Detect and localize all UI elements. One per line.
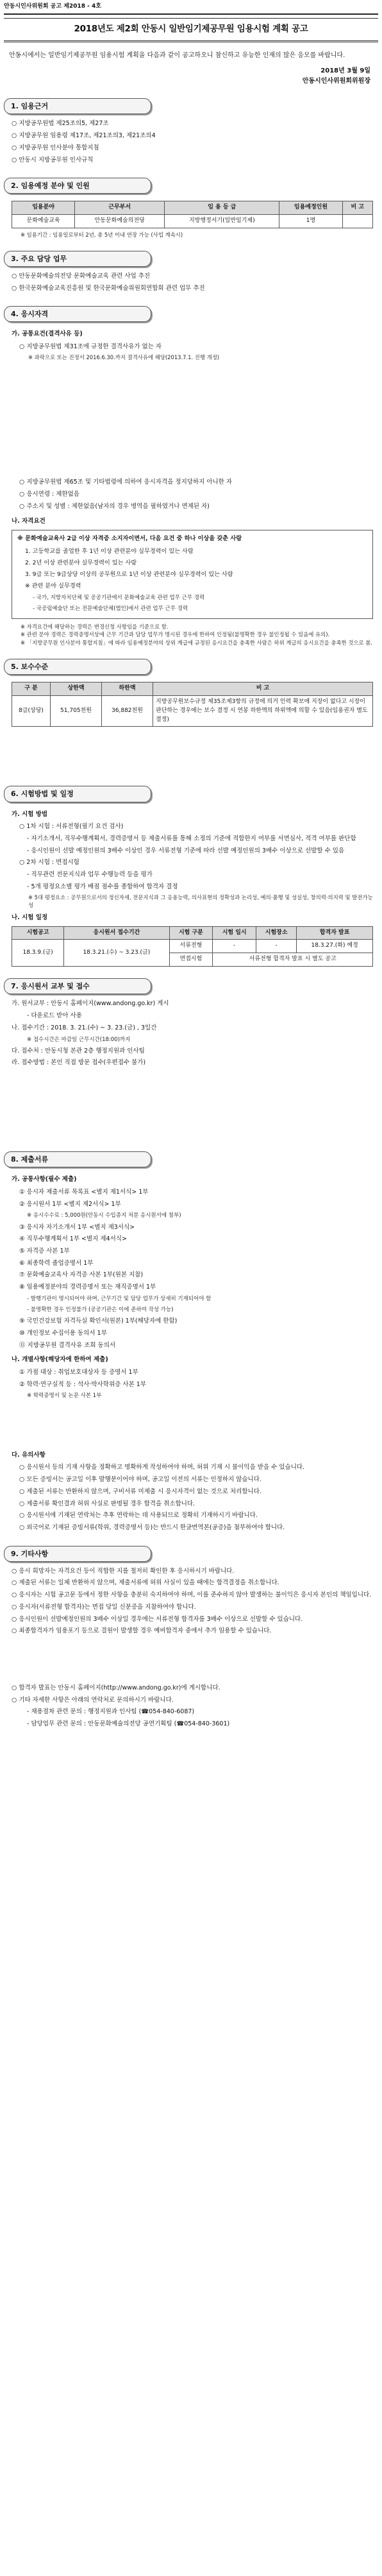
list-item: ○ 안동시 지방공무원 인사규칙	[12, 155, 373, 167]
list-item: 2. 2년 이상 관련분야 실무경력이 있는 사람	[25, 559, 137, 566]
table-cell: 문화예술교육	[12, 215, 75, 228]
note: ※ 자격요건에 해당하는 경력은 변경신청 사항임을 기준으로 함.	[21, 623, 169, 630]
table-cell: 18.3.9.(금)	[12, 940, 64, 967]
announcement-number: 안동시인사위원회 공고 제2018 - 4호	[4, 0, 378, 15]
announcement-date: 2018년 3월 9일	[320, 67, 370, 75]
table-header: 비 고	[342, 201, 372, 215]
list-item: - 직무관련 전문지식과 업무 수행능력 등을 평가	[27, 871, 153, 879]
table-header: 상한액	[51, 682, 102, 695]
contact-intro: ○ 기타 자세한 사항은 아래의 연락처로 문의하시기 바랍니다.	[12, 1695, 373, 1707]
list-item: 1. 고등학교를 졸업한 후 1년 이상 관련분야 실무경력이 있는 사람	[25, 547, 194, 555]
list-item: 라. 접수방법 : 본인 직접 방문 접수(우편접수 불가)	[12, 1059, 146, 1067]
subheading: 나. 자격요건	[12, 517, 46, 525]
page-title: 2018년도 제2회 안동시 일반임기제공무원 임용시험 계획 공고	[4, 18, 378, 42]
table-cell: 18.3.21.(수) ~ 3.23.(금)	[64, 940, 169, 967]
list-item: ○ 응시연령 : 제한없음	[19, 489, 373, 501]
list-item: ○ 지방공무원법 제25조의5, 제27조	[12, 118, 373, 130]
section-legal-basis	[4, 98, 378, 166]
table-cell: -	[213, 940, 256, 953]
list-item: ○ 2차 시험 : 면접시험	[19, 859, 79, 867]
list-item: ※ 학력증명서 및 논문 사본 1부	[27, 1393, 102, 1400]
list-item: ② 학력·연구실적 등 : 석사·박사학위증 사본 1부	[19, 1380, 146, 1388]
table-cell: 지방행정서기(일반임기제)	[165, 215, 279, 228]
table-header-row	[12, 201, 373, 215]
table-header-row	[12, 682, 373, 695]
table-cell	[342, 215, 372, 228]
table-cell: 8급(상당)	[12, 695, 51, 727]
list-item: ○ 제출된 서류는 일체 반환하지 않으며, 제출서류에 허위 사실이 있을 때에는 합격결정을 취소합니다.	[12, 1577, 373, 1589]
table-header: 시험 구분	[169, 926, 213, 940]
table-header: 시험장소	[256, 926, 297, 940]
list-item: ○ 외국어로 기재된 증빙서류(학위, 경력증명서 등)는 반드시 한글번역본(공증)을 첨부하여야 합니다.	[19, 1522, 373, 1534]
list-item: ○ 합격자 발표는 안동시 홈페이지(http://www.andong.go.kr)에 게시합니다.	[12, 1682, 373, 1695]
list-item: ⑩ 개인정보 수집이용 동의서 1부	[19, 1329, 107, 1337]
section-heading: 4. 응시자격	[4, 306, 151, 322]
table-header: 시험 일시	[213, 926, 256, 940]
intro-paragraph: 안동시에서는 일반임기제공무원 임용시험 계획을 다음과 같이 공고하오니 참신하고 유능한 인재의 많은 응모를 바랍니다.	[9, 51, 345, 59]
list-item: ⑥ 최종학력 졸업증명서 1부	[19, 1259, 94, 1267]
list-item: - 국공립예술단 또는 전문예술단체(법인)에서 관련 업무 근무 경력	[33, 605, 188, 612]
table-cell: 18.3.27.(화) 예정	[297, 940, 373, 953]
section-application	[4, 978, 378, 1069]
list-item: ○ 응시원서 등의 기재 사항을 정확하고 명확하게 작성하여야 하며, 허위 기재 시 불이익을 받을 수 있습니다.	[19, 1462, 373, 1474]
signature-block	[4, 66, 370, 87]
contact-line: - 채용절차 관련 문의 : 행정지원과 인사팀 (☎054-840-6087)	[27, 1708, 195, 1716]
table-cell: 면접시험	[169, 953, 213, 967]
list-item: ⑪ 지방공무원 결격사유 조회 동의서	[19, 1341, 116, 1349]
section-documents	[4, 1151, 378, 1534]
list-item: ○ 응시 희망자는 자격요건 등이 적합한 지를 철저히 확인한 후 응시하시기 바랍니다.	[12, 1566, 373, 1578]
blank-area	[19, 361, 373, 477]
list-item: ○ 모든 증빙서는 공고일 이후 발행분이어야 하며, 공고일 이전의 서류는 인정하지 않습니다.	[19, 1474, 373, 1486]
section-heading: 9. 기타사항	[4, 1546, 151, 1562]
list-item: - 발행기관이 명시되어야 하며, 근무기간 및 담당 업무가 상세히 기재되어야 함	[27, 1295, 212, 1302]
section-heading: 5. 보수수준	[4, 659, 151, 675]
list-item: - 다운로드 받아 사용	[27, 1012, 82, 1020]
list-item: 다. 접수처 : 안동시청 본관 2층 행정지원과 인사팀	[12, 1047, 145, 1055]
table-header: 구 분	[12, 682, 51, 695]
table-header: 임용예정인원	[279, 201, 342, 215]
list-item: ※ 접수시간은 마감일 근무시간(18:00)까지	[27, 1036, 131, 1043]
table-header: 하한액	[102, 682, 153, 695]
list-item: 3. 9급 또는 9급상당 이상의 공무원으로 1년 이상 관련분야 실무경력이 있는 사람	[25, 571, 233, 579]
section-heading: 3. 주요 담당 업무	[4, 251, 151, 267]
section-heading: 6. 시험방법 및 일정	[4, 786, 151, 802]
table-cell: 안동문화예술의전당	[75, 215, 165, 228]
table-cell: -	[256, 940, 297, 953]
list-item: - 응시인원이 선발 예정인원의 3배수 이상인 경우 서류전형 기준에 따라 선발 예정인원의 3배수 이상으로 선발할 수 있음	[27, 847, 345, 854]
list-item: ⑦ 문화예술교육사 자격증 사본 1부(원본 지참)	[19, 1271, 144, 1279]
list-item: ※ 관련 분야 실무경력	[25, 582, 81, 590]
list-item: ○ 안동문화예술의전당 문화예술교육 관련 사업 추진	[12, 271, 373, 283]
note: ※ 관련 분야 경력은 경력증명서상에 근무 기간과 담당 업무가 명시된 경우에 한하여 인정됨(불명확한 경우 불인정될 수 있음에 유의).	[21, 631, 330, 638]
list-item: ⑧ 임용예정분야의 경력증명서 또는 재직증명서 1부	[19, 1284, 156, 1291]
blank-area	[12, 1638, 373, 1682]
list-item: ○ 제출서류 확인결과 허위 사실로 판명될 경우 합격을 취소합니다.	[19, 1498, 373, 1511]
table-row	[12, 695, 373, 727]
table-cell: 1명	[279, 215, 342, 228]
list-item: ○ 제출된 서류는 반환하지 않으며, 구비서류 미제출 시 응시자격이 없는 것으로 처리합니다.	[19, 1486, 373, 1498]
table-cell: 서류전형 합격자 발표 시 별도 공고	[213, 953, 373, 967]
note: ※ 과락으로 또는 진정서 2016.6.30.까지 결격사유에 해당(2013.7.1. 진행 개정)	[28, 353, 220, 360]
schedule-table	[12, 926, 373, 967]
note: ※ 「지방공무원 인사분야 통합지침」에 따라 임용예정분야의 상위 계급에 규정된 응시요건을 충족한 사람은 하위 계급의 응시요건을 충족한 것으로 봄.	[21, 640, 373, 647]
list-item: ○ 응시인원이 선발예정인원의 3배수 이상일 경우에는 서류전형 합격자를 3배수 이상으로 선발할 수 있습니다.	[12, 1614, 373, 1626]
blank-area	[4, 729, 378, 774]
list-item: ○ 한국문화예술교육진흥원 및 한국문화예술위원회연합회 관련 업무 추진	[12, 283, 373, 295]
subheading: 나. 개별사항(해당자에 한하여 제출)	[12, 1356, 108, 1364]
list-item: ① 가점 대상 : 취업보호대상자 등 증명서 1부	[19, 1369, 138, 1377]
list-item: ② 응시원서 1부 <별지 제2서식> 1부	[19, 1200, 121, 1208]
list-item: ④ 직무수행계획서 1부 <별지 제4서식>	[19, 1235, 127, 1243]
contact-line: - 담당업무 관련 문의 : 안동문화예술의전당 공연기획팀 (☎054-840-3601)	[27, 1720, 230, 1728]
list-item: ⑤ 자격증 사본 1부	[19, 1247, 70, 1255]
positions-table	[12, 201, 373, 228]
table-header: 응시원서 접수기간	[64, 926, 169, 940]
list-item: - 국가, 지방자치단체 및 공공기관에서 문화예술교육 관련 업무 근무 경력	[33, 594, 205, 601]
requirements-box	[12, 530, 373, 619]
list-item: ○ 지방공무원법 제65조 및 기타법령에 의하여 응시자격을 정지당하지 아니한 자	[19, 477, 373, 489]
list-item: 나. 접수기간 : 2018. 3. 21.(수) ~ 3. 23.(금) , 3일간	[12, 1024, 157, 1031]
salary-table	[12, 682, 373, 727]
list-item: - 5개 평정요소별 평가 배점 점수를 종합하여 합격자 결정	[27, 883, 178, 890]
list-item: 가. 원서교부 : 안동시 홈페이지(www.andong.go.kr) 게시	[12, 1000, 169, 1008]
table-header: 임 용 등 급	[165, 201, 279, 215]
blank-area	[12, 1402, 373, 1447]
table-header: 근무부서	[75, 201, 165, 215]
list-item: ○ 지방공무원법 제31조에 규정한 결격사유가 없는 자	[19, 341, 373, 353]
section-heading: 7. 응시원서 교부 및 접수	[4, 978, 151, 994]
list-item: ○ 응시자는 시험 공고문 등에서 정한 사항을 충분히 숙지하여야 하며, 이를 준수하지 않아 발생하는 불이익은 응시자 본인의 책임입니다.	[12, 1589, 373, 1602]
table-header: 임용분야	[12, 201, 75, 215]
list-item: ③ 응시자 자기소개서 1부 <별지 제3서식>	[19, 1223, 135, 1231]
table-row	[12, 215, 373, 228]
list-item: ○ 응시자(서류전형 합격자)는 면접 당일 신분증을 지참하여야 합니다.	[12, 1602, 373, 1614]
list-item: ○ 주소지 및 성별 : 제한없음(남자의 경우 병역을 필하였거나 면제된 자)	[19, 501, 373, 513]
section-misc	[4, 1546, 378, 1731]
note: ※ 임용기간 : 임용일로부터 2년, 총 5년 이내 연장 가능 (사업 계속시)	[21, 232, 183, 239]
subheading: 가. 공통사항(필수 제출)	[12, 1176, 77, 1183]
list-item: - 자기소개서, 직무수행계획서, 경력증명서 등 제출서류를 통해 소정의 기준에 적합한지 여부를 서면심사, 적격 여부를 판단함	[27, 835, 356, 842]
note: ※ 5대 평정요소 : 공무원으로서의 정신자세, 전문지식과 그 응용능력, 의사표현의 정확성과 논리성, 예의·품행 및 성실성, 창의력·의지력 및 발전가능성	[28, 894, 373, 909]
table-row	[12, 940, 373, 953]
list-item: ○ 지방공무원 인사분야 통합지침	[12, 142, 373, 155]
section-positions	[4, 178, 378, 239]
subheading: 다. 유의사항	[12, 1451, 46, 1459]
section-heading: 1. 임용근거	[4, 98, 151, 114]
table-cell: 지방공무원보수규정 제35조제3항의 규정에 의거 인력 확보에 지장이 없다고 시장이 판단하는 경우에는 보수 결정 시 연봉 하한액의 하위액에 의할 수 있음(임용권자 별도 결정)	[153, 695, 373, 727]
box-title: ※ 문화예술교육사 2급 이상 자격증 소지자이면서, 다음 요건 중 하나 이상을 갖춘 사람	[17, 535, 242, 543]
list-item: ① 응시자 제출서류 목록표 <별지 제1서식> 1부	[19, 1188, 149, 1196]
table-header: 합격자 발표	[297, 926, 373, 940]
list-item: ○ 응시원서에 기재된 연락처는 추후 연락하는 데 사용되므로 정확히 기재하시기 바랍니다.	[19, 1510, 373, 1522]
issuer: 안동시인사위원회위원장	[302, 78, 370, 85]
table-header: 비 고	[153, 682, 373, 695]
table-header-row	[12, 926, 373, 940]
list-item: - 불명확한 경우 인정불가 (공공기관은 이에 준하여 작성 가능)	[27, 1306, 174, 1313]
section-salary	[4, 659, 378, 727]
section-exam	[4, 786, 378, 967]
section-heading: 8. 제출서류	[4, 1151, 151, 1167]
list-item: ○ 1차 시험 : 서류전형(필기 요건 검사)	[19, 823, 124, 831]
list-item: ○ 지방공무원 임용령 제17조, 제21조의3, 제21조의4	[12, 130, 373, 142]
subheading: 가. 시험 방법	[12, 810, 48, 818]
section-heading: 2. 임용예정 분야 및 인원	[4, 178, 151, 194]
table-cell: 51,705천원	[51, 695, 102, 727]
subheading: 가. 공통요건(결격사유 등)	[12, 330, 83, 338]
list-item: ○ 최종합격자가 임용포기 등으로 결원이 발생할 경우 예비합격자 중에서 추가 임용할 수 있습니다.	[12, 1625, 373, 1638]
blank-area	[4, 1069, 378, 1140]
section-qualifications	[4, 306, 378, 647]
list-item: ※ 응시수수료 : 5,000원(안동시 수입증지 처분 응시원서에 첨부)	[27, 1212, 181, 1219]
subheading: 나. 시험 일정	[12, 913, 48, 921]
table-header: 시험공고	[12, 926, 64, 940]
table-cell: 36,882천원	[102, 695, 153, 727]
table-cell: 서류전형	[169, 940, 213, 953]
list-item: ⑨ 국민건강보험 자격득실 확인서(원본) 1부(해당자에 한함)	[19, 1318, 178, 1325]
section-duties	[4, 251, 378, 294]
